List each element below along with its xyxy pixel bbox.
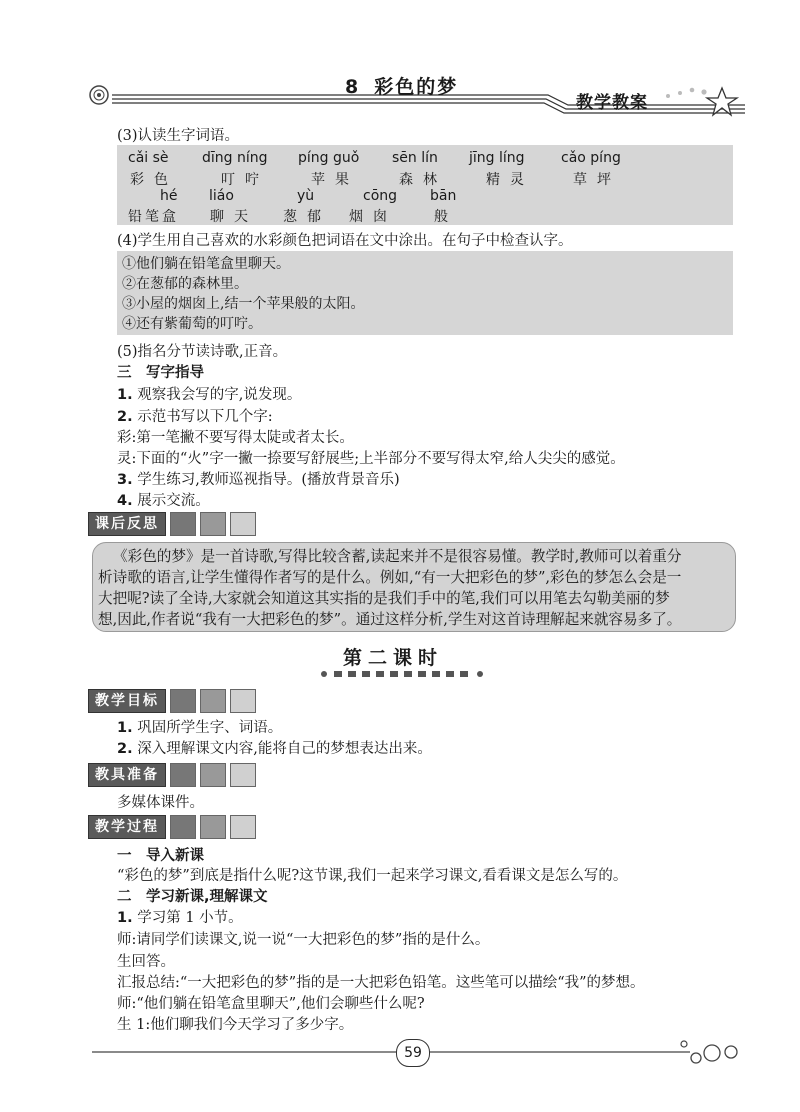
pinyin: liáo (209, 188, 234, 204)
tools-text: 多媒体课件。 (117, 795, 204, 811)
sentence: ②在葱郁的森林里。 (122, 276, 248, 292)
tag-square (230, 689, 256, 713)
item-text: 师:“他们躺在铅笔盒里聊天”,他们会聊些什么呢? (117, 996, 425, 1012)
vocab-box (117, 145, 733, 225)
step4-heading: (4)学生用自己喜欢的水彩颜色把词语在文中涂出。在句子中检查认字。 (117, 233, 573, 249)
sentence-box (117, 251, 733, 335)
item-number: 1. (117, 910, 133, 926)
hanzi-word: 铅笔盒 (128, 209, 179, 225)
title-underline (318, 668, 488, 680)
process-part1-text: “彩色的梦”到底是指什么呢?这节课,我们一起来学习课文,看看课文是怎么写的。 (117, 868, 628, 884)
sentence: ①他们躺在铅笔盒里聊天。 (122, 256, 290, 272)
item-text: 汇报总结:“一大把彩色的梦”指的是一大把彩色铅笔。这些笔可以描绘“我”的梦想。 (117, 975, 645, 991)
writing-line (117, 468, 400, 489)
tag-label: 教学过程 (88, 815, 166, 839)
hanzi-word: 叮咛 (221, 172, 269, 188)
hanzi-word: 烟囱 (349, 209, 397, 225)
process-tag (88, 815, 256, 839)
tag-square (200, 815, 226, 839)
hanzi-word: 苹果 (311, 172, 359, 188)
header-badge: 教学教案 (576, 93, 648, 113)
pinyin: hé (160, 188, 178, 204)
item-text: 生 1:他们聊我们今天学习了多少字。 (117, 1017, 354, 1033)
pinyin: jīng líng (469, 150, 525, 166)
tag-square (230, 815, 256, 839)
tag-square (170, 512, 196, 536)
pinyin: dīng níng (202, 150, 268, 166)
item-text: 学生练习,教师巡视指导。(播放背景音乐) (132, 472, 400, 488)
process-line (117, 971, 645, 992)
star-icon (707, 88, 737, 115)
writing-line (117, 383, 301, 404)
reflection-box (92, 542, 736, 632)
reflection-line: 大把呢?读了全诗,大家就会知道这其实指的是我们手中的笔,我们可以用笔去勾勒美丽的梦 (98, 590, 670, 607)
item-number: 3. (117, 472, 133, 488)
hanzi-word: 草坪 (573, 172, 621, 188)
pinyin: cǎo píng (561, 150, 621, 166)
page-number: 59 (396, 1039, 430, 1067)
process-line (117, 992, 425, 1013)
tag-square (170, 763, 196, 787)
item-text: 师:请同学们读课文,说一说“一大把彩色的梦”指的是什么。 (117, 932, 490, 948)
goal-item (117, 737, 432, 758)
pinyin: píng guǒ (298, 150, 360, 166)
item-number: 1. (117, 387, 133, 403)
pinyin: yù (297, 188, 315, 204)
tag-square (170, 815, 196, 839)
item-number: 1. (117, 720, 133, 736)
hanzi-word: 般 (434, 209, 453, 225)
goals-tag (88, 689, 256, 713)
process-line (117, 906, 243, 927)
tag-square (200, 512, 226, 536)
item-text: 生回答。 (117, 954, 175, 970)
item-number: 4. (117, 493, 133, 509)
step5-text: (5)指名分节读诗歌,正音。 (117, 344, 288, 360)
item-text: 观察我会写的字,说发现。 (132, 387, 302, 403)
goal-item (117, 716, 282, 737)
pinyin: cǎi sè (128, 150, 169, 166)
sentence: ④还有紫葡萄的叮咛。 (122, 316, 262, 332)
item-text: 深入理解课文内容,能将自己的梦想表达出来。 (132, 741, 432, 757)
writing-line (117, 405, 273, 426)
tag-square (230, 763, 256, 787)
item-number: 2. (117, 409, 133, 425)
pinyin: cōng (363, 188, 398, 204)
lesson-number: 8 (345, 76, 361, 98)
process-part1-title: 一 导入新课 (117, 848, 204, 864)
tag-label: 教学目标 (88, 689, 166, 713)
lesson-title (345, 72, 458, 99)
process-part2-title: 二 学习新课,理解课文 (117, 889, 268, 905)
writing-line (117, 447, 625, 468)
tag-label: 教具准备 (88, 763, 166, 787)
hanzi-word: 彩色 (130, 172, 178, 188)
item-text: 示范书写以下几个字: (132, 409, 273, 425)
hanzi-word: 聊天 (210, 209, 258, 225)
hanzi-word: 精灵 (486, 172, 534, 188)
item-text: 彩:第一笔撇不要写得太陡或者太长。 (117, 430, 354, 446)
star-icon (666, 88, 707, 98)
process-line (117, 928, 489, 949)
item-text: 巩固所学生字、词语。 (132, 720, 283, 736)
tools-tag (88, 763, 256, 787)
writing-line (117, 426, 354, 447)
item-number: 2. (117, 741, 133, 757)
tag-square (200, 689, 226, 713)
second-lesson-title: 第二课时 (343, 647, 444, 669)
tag-label: 课后反思 (88, 512, 166, 536)
step3-heading: (3)认读生字词语。 (117, 128, 240, 144)
writing-line (117, 489, 210, 510)
tag-square (170, 689, 196, 713)
item-text: 学习第 1 小节。 (132, 910, 243, 926)
reflection-line: 《彩色的梦》是一首诗歌,写得比较含蓄,读起来并不是很容易懂。教学时,教师可以着重分 (113, 548, 682, 565)
process-line (117, 950, 175, 971)
pinyin: bān (430, 188, 457, 204)
hanzi-word: 森林 (399, 172, 447, 188)
reflection-line: 析诗歌的语言,让学生懂得作者写的是什么。例如,“有一大把彩色的梦”,彩色的梦怎么会是一 (98, 569, 682, 586)
lesson-title-text: 彩色的梦 (374, 76, 459, 98)
item-text: 灵:下面的“火”字一撇一捺要写舒展些;上半部分不要写得太窄,给人尖尖的感觉。 (117, 451, 625, 467)
sentence: ③小屋的烟囱上,结一个苹果般的太阳。 (122, 296, 365, 312)
hanzi-word: 葱郁 (283, 209, 331, 225)
item-text: 展示交流。 (132, 493, 210, 509)
tag-square (200, 763, 226, 787)
writing-title: 三 写字指导 (117, 365, 204, 381)
header-decoration (0, 0, 800, 140)
reflection-line: 想,因此,作者说“我有一大把彩色的梦”。通过这样分析,学生对这首诗理解起来就容易多了。 (98, 611, 682, 628)
pinyin: sēn lín (392, 150, 438, 166)
reflection-tag (88, 512, 256, 536)
tag-square (230, 512, 256, 536)
